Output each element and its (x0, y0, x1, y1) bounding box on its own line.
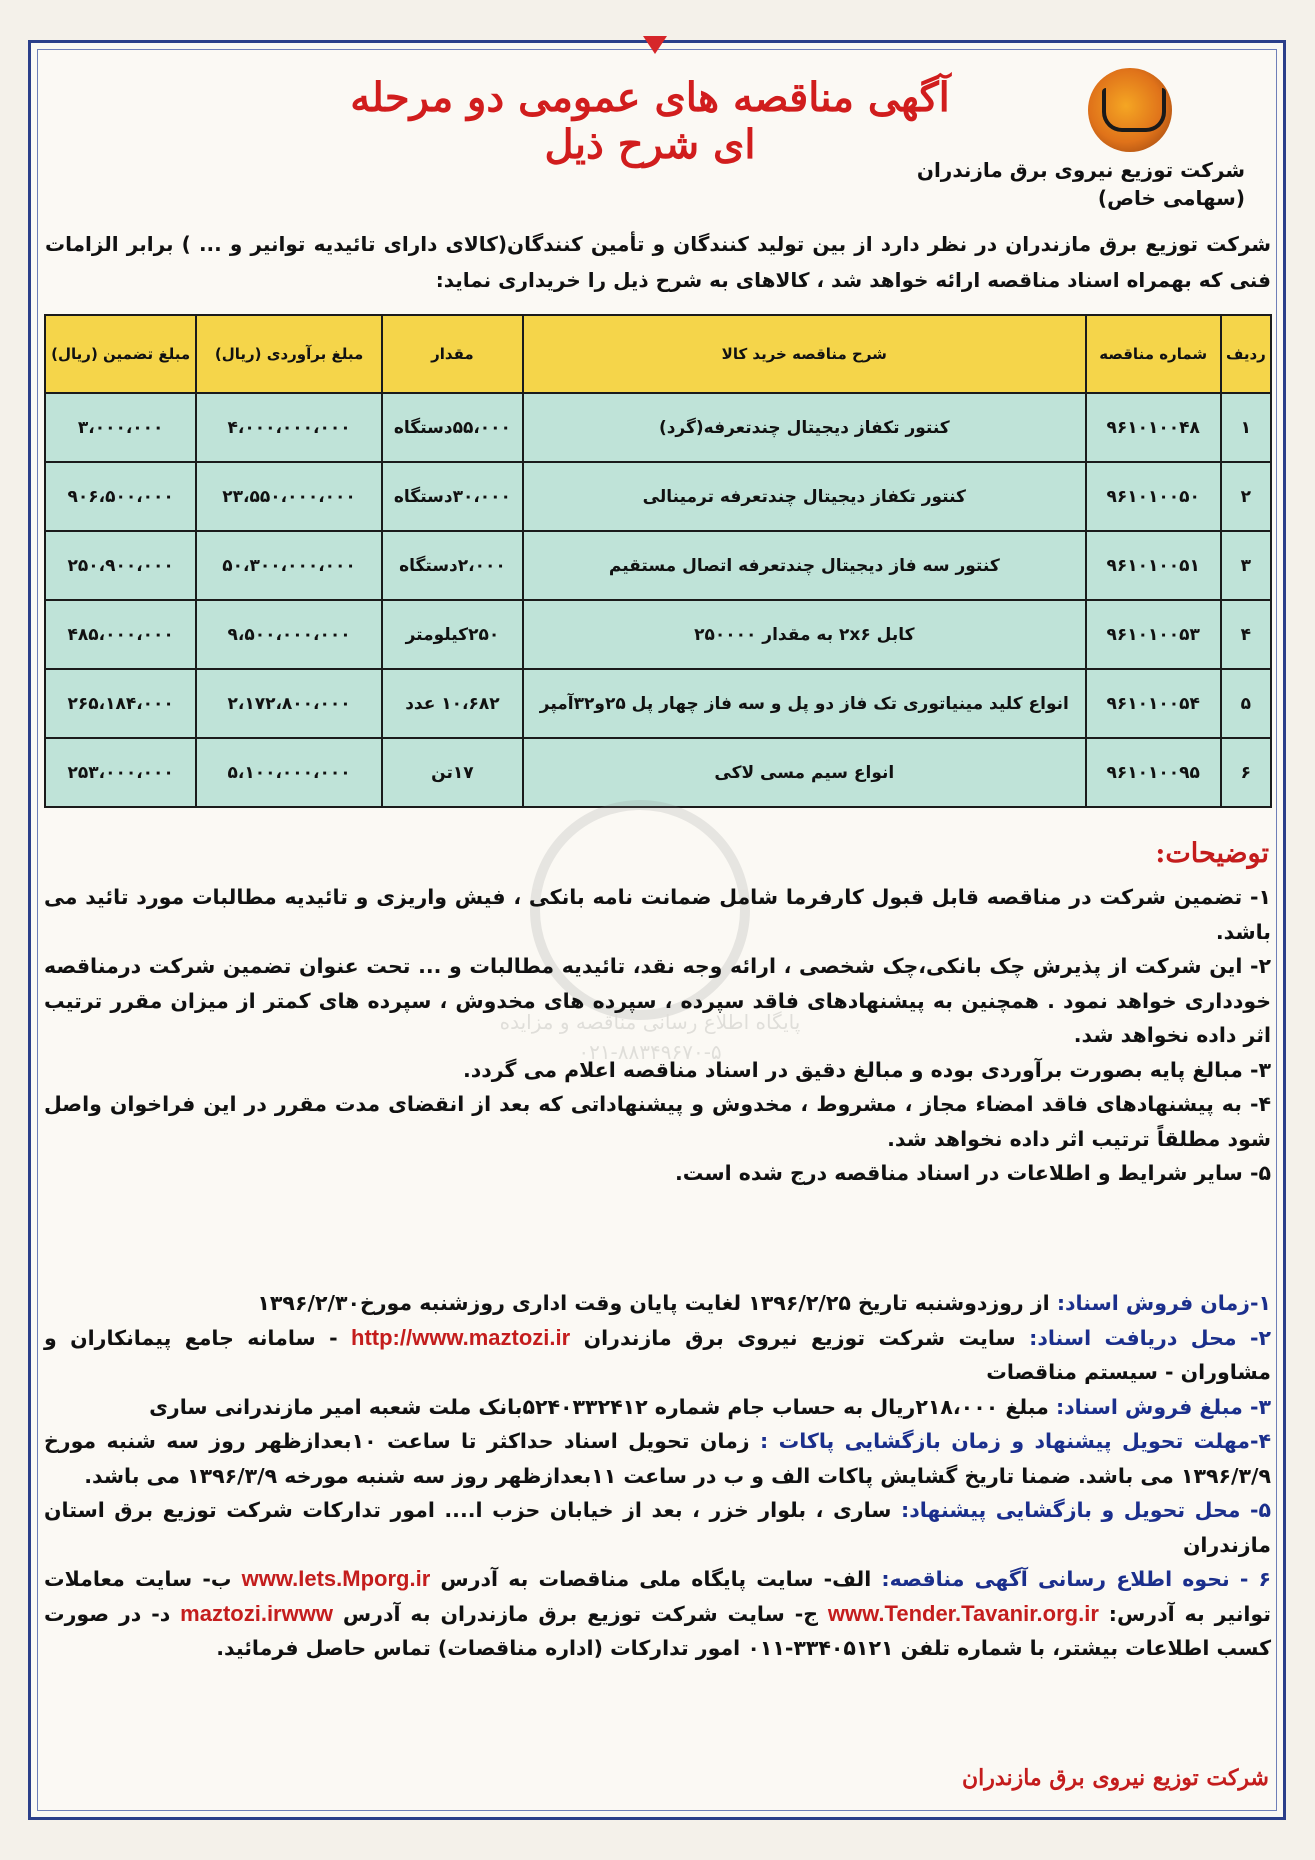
table-row (45, 462, 1271, 531)
notes-title: توضیحات: (1155, 838, 1269, 869)
table-row (45, 600, 1271, 669)
cell-estimate: ۵،۱۰۰،۰۰۰،۰۰۰ (196, 738, 382, 807)
cell-tender-number: ۹۶۱۰۱۰۰۵۱ (1086, 531, 1221, 600)
info-text: - سامانه جامع پیمانکاران و مشاوران - سیستم مناقصات (44, 1325, 1271, 1384)
info-doc-price (44, 1390, 1271, 1425)
cell-row-no: ۶ (1221, 738, 1271, 807)
company-name: شرکت توزیع نیروی برق مازندران (916, 158, 1245, 182)
info-text: زمان تحویل اسناد حداکثر تا ساعت ۱۰بعدازظهر روز سه شنبه مورخ ۱۳۹۶/۳/۹ می باشد. ضمنا تاریخ گشایش پاکات الف و ب در ساعت ۱۱بعدازظهر روز سه شنبه مورخه ۱۳۹۶/۳/۹ می باشد. (44, 1429, 1271, 1488)
header-estimate: مبلغ برآوردی (ریال) (196, 315, 382, 393)
info-delivery-location (44, 1493, 1271, 1562)
table-row (45, 393, 1271, 462)
info-label: ۲- محل دریافت اسناد: (1029, 1325, 1271, 1350)
header-row-no: ردیف (1221, 315, 1271, 393)
tavanir-link[interactable]: www.Tender.Tavanir.org.ir (827, 1600, 1099, 1626)
info-text: مبلغ ۲۱۸،۰۰۰ریال به حساب جام شماره ۵۲۴۰۳۳۲۴۱۲بانک ملت شعبه امیر مازندرانی ساری (149, 1394, 1056, 1419)
cell-row-no: ۴ (1221, 600, 1271, 669)
note-item: ۴- به پیشنهادهای فاقد امضاء مجاز ، مشروط ، مخدوش و پیشنهاداتی که بعد از انقضای مدت مقرر در این فراخوان واصل شود مطلقاً ترتیب اثر داده نخواهد شد. (44, 1092, 1271, 1151)
info-text: ب- سایت معاملات توانیر به آدرس: (44, 1567, 1271, 1626)
cell-row-no: ۲ (1221, 462, 1271, 531)
cell-tender-number: ۹۶۱۰۱۰۰۹۵ (1086, 738, 1221, 807)
cell-quantity: ۲۵۰کیلومتر (382, 600, 523, 669)
cell-tender-number: ۹۶۱۰۱۰۰۴۸ (1086, 393, 1221, 462)
cell-description: انواع کلید مینیاتوری تک فاز دو پل و سه فاز چهار پل ۲۵و۳۲آمپر (523, 669, 1086, 738)
cell-tender-number: ۹۶۱۰۱۰۰۵۰ (1086, 462, 1221, 531)
info-section (44, 1286, 1271, 1666)
cell-quantity: ۱۰،۶۸۲ عدد (382, 669, 523, 738)
company-logo-icon (1088, 68, 1172, 152)
info-label: ۳- مبلغ فروش اسناد: (1055, 1394, 1271, 1419)
cell-row-no: ۵ (1221, 669, 1271, 738)
info-label: ۴-مهلت تحویل پیشنهاد و زمان بازگشایی پاکات : (760, 1429, 1272, 1453)
tender-table (44, 314, 1272, 808)
info-text: الف- سایت پایگاه ملی مناقصات به آدرس (430, 1567, 882, 1591)
cell-quantity: ۱۷تن (382, 738, 523, 807)
watermark-site: پایگاه اطلاع رسانی مناقصه و مزایده (499, 1010, 801, 1034)
cell-guarantee: ۹۰۶،۵۰۰،۰۰۰ (45, 462, 196, 531)
note-item: ۱- تضمین شرکت در مناقصه قابل قبول کارفرما شامل ضمانت نامه بانکی ، فیش واریزی و تائیدیه مطالبات مورد تائید می باشد. (44, 885, 1271, 944)
cell-description: کابل ۲x۶ به مقدار ۲۵۰۰۰۰ (523, 600, 1086, 669)
cell-quantity: ۳۰،۰۰۰دستگاه (382, 462, 523, 531)
cell-tender-number: ۹۶۱۰۱۰۰۵۳ (1086, 600, 1221, 669)
cell-description: کنتور سه فاز دیجیتال چندتعرفه اتصال مستقیم (523, 531, 1086, 600)
company-type: (سهامی خاص) (1097, 186, 1245, 210)
info-deadline (44, 1424, 1271, 1493)
cell-description: کنتور تکفاز دیجیتال چندتعرفه ترمینالی (523, 462, 1086, 531)
cell-guarantee: ۲۵۰،۹۰۰،۰۰۰ (45, 531, 196, 600)
maztozi-link[interactable]: http://www.maztozi.ir (351, 1324, 571, 1350)
cell-quantity: ۲،۰۰۰دستگاه (382, 531, 523, 600)
info-announcement (44, 1562, 1271, 1666)
iets-link[interactable]: www.Iets.Mporg.ir (241, 1566, 431, 1591)
info-label: ۵- محل تحویل و بازگشایی پیشنهاد: (901, 1498, 1271, 1522)
note-item: ۳- مبالغ پایه بصورت برآوردی بوده و مبالغ دقیق در اسناد مناقصه اعلام می گردد. (462, 1057, 1271, 1082)
info-sale-time (44, 1286, 1271, 1321)
cell-row-no: ۳ (1221, 531, 1271, 600)
table-header-row (45, 315, 1271, 393)
cell-estimate: ۴،۰۰۰،۰۰۰،۰۰۰ (196, 393, 382, 462)
info-label: ۱-زمان فروش اسناد: (1056, 1291, 1271, 1315)
watermark-phone: ۰۲۱-۸۸۳۴۹۶۷۰-۵ (578, 1040, 722, 1064)
info-text: ساری ، بلوار خزر ، بعد از خیابان حزب ا.... امور تدارکات شرکت توزیع برق استان مازندران (44, 1498, 1271, 1557)
notes-list (44, 880, 1271, 1191)
maztozi-www-link[interactable]: maztozi.irwww (180, 1600, 333, 1626)
cell-guarantee: ۲۶۵،۱۸۴،۰۰۰ (45, 669, 196, 738)
cell-estimate: ۲۳،۵۵۰،۰۰۰،۰۰۰ (196, 462, 382, 531)
header-guarantee: مبلغ تضمین (ریال) (45, 315, 196, 393)
info-text: د- در صورت کسب اطلاعات بیشتر، با شماره تلفن ۳۳۴۰۵۱۲۱-۰۱۱ امور تدارکات (اداره مناقصات) تماس حاصل فرمائید. (44, 1601, 1271, 1660)
cell-estimate: ۵۰،۳۰۰،۰۰۰،۰۰۰ (196, 531, 382, 600)
cell-guarantee: ۴۸۵،۰۰۰،۰۰۰ (45, 600, 196, 669)
notice-title: آگهی مناقصه های عمومی دو مرحله ای شرح ذیل (350, 74, 950, 168)
cell-tender-number: ۹۶۱۰۱۰۰۵۴ (1086, 669, 1221, 738)
cell-guarantee: ۲۵۳،۰۰۰،۰۰۰ (45, 738, 196, 807)
cell-description: کنتور تکفاز دیجیتال چندتعرفه(گرد) (523, 393, 1086, 462)
note-item: ۵- سایر شرایط و اطلاعات در اسناد مناقصه درج شده است. (674, 1161, 1271, 1185)
cell-estimate: ۹،۵۰۰،۰۰۰،۰۰۰ (196, 600, 382, 669)
table-row (45, 531, 1271, 600)
cell-row-no: ۱ (1221, 393, 1271, 462)
cell-description: انواع سیم مسی لاکی (523, 738, 1086, 807)
note-item: ۲- این شرکت از پذیرش چک بانکی،چک شخصی ، ارائه وجه نقد، تائیدیه مطالبات و ... تحت عنوان تضمین شرکت درمناقصه خودداری خواهد نمود . همچنین به پیشنهادهای فاقد سپرده ، سپرده های مخدوش ، سپرده های کمتر از میزان مقرر ترتیب اثر داده نخواهد شد. (44, 954, 1271, 1047)
info-label: ۶ - نحوه اطلاع رسانی آگهی مناقصه: (881, 1567, 1271, 1591)
footer-signature: شرکت توزیع نیروی برق مازندران (962, 1765, 1269, 1791)
info-text: از روزدوشنبه تاریخ ۱۳۹۶/۲/۲۵ لغایت پایان وقت اداری روزشنبه مورخ۱۳۹۶/۲/۳۰ (257, 1291, 1057, 1315)
triangle-marker-icon (643, 36, 667, 54)
header-tender-number: شماره مناقصه (1086, 315, 1221, 393)
header-description: شرح مناقصه خرید کالا (523, 315, 1086, 393)
cell-estimate: ۲،۱۷۲،۸۰۰،۰۰۰ (196, 669, 382, 738)
intro-paragraph: شرکت توزیع برق مازندران در نظر دارد از بین تولید کنندگان و تأمین کنندگان(کالای دارای تائیدیه توانیر و ... ) برابر الزامات فنی که بهمراه اسناد مناقصه ارائه خواهد شد ، کالاهای به شرح ذیل را خریداری نماید: (45, 232, 1271, 292)
info-text: سایت شرکت توزیع نیروی برق مازندران (570, 1325, 1030, 1350)
header-quantity: مقدار (382, 315, 523, 393)
table-row (45, 669, 1271, 738)
info-doc-location (44, 1321, 1271, 1390)
cell-guarantee: ۳،۰۰۰،۰۰۰ (45, 393, 196, 462)
cell-quantity: ۵۵،۰۰۰دستگاه (382, 393, 523, 462)
info-text: ج- سایت شرکت توزیع برق مازندران به آدرس (332, 1601, 828, 1626)
